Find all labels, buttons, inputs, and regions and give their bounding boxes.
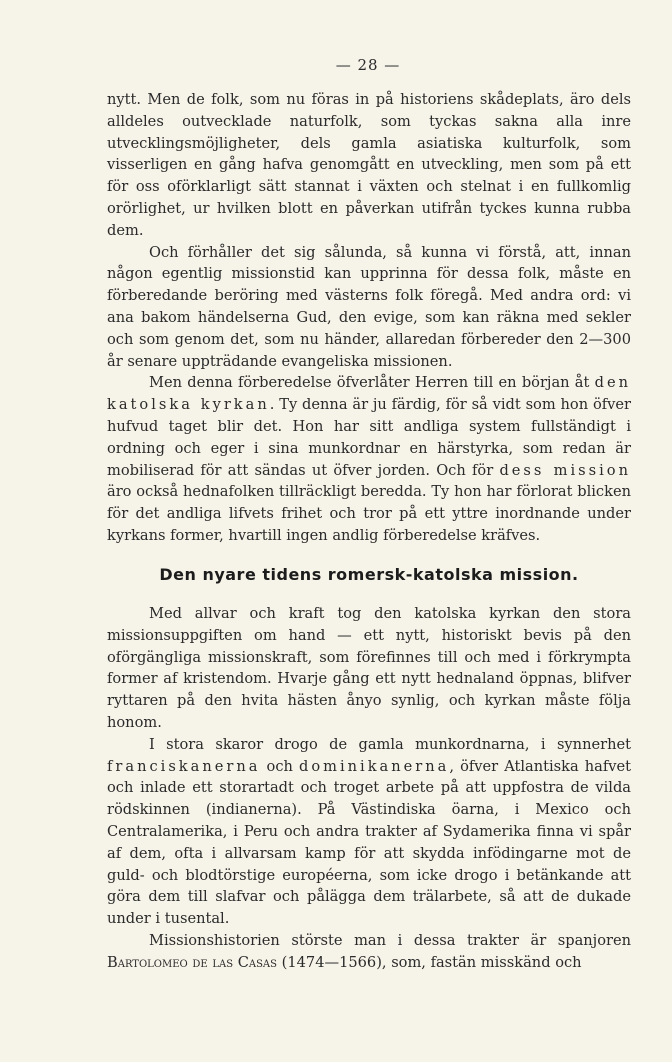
spaced-term-dess-mission: dess mission [499, 461, 631, 479]
small-caps-name: Bartolomeo de las Casas [107, 953, 278, 971]
spaced-term-dominikanerna: dominikanerna [299, 757, 450, 775]
paragraph-3-text-c: äro också hednafolken tillräckligt beredda. Ty hon har förlorat blicken för det andliga lifvets frihet och tror på ett yttre inordnande under kyrkans former, hvartill ingen andlig förberedelse kräfves. [107, 483, 631, 544]
paragraph-1: nytt. Men de folk, som nu föras in på historiens skådeplats, äro dels alldeles outvecklade naturfolk, som tyckas sakna alla inre utvecklingsmöjligheter, dels gamla asiatiska kulturfolk, som visserligen en gång hafva genomgått en utveckling, men som på ett för oss oförklarligt sätt stannat i växten och stelnat i en fullkomlig orörlighet, ur hvilken blott en påverkan utifrån tyckes kunna rubba dem. [107, 91, 631, 239]
paragraph-6-text-a: Missionshistorien störste man i dessa trakter är spanjoren [149, 931, 631, 949]
paragraph-5-text-c: , öfver Atlantiska hafvet och inlade ett storartadt och troget arbete på att uppfostra de vilda rödskinnen (indianerna). På Västindiska öarna, i Mexico och Centralamerika, i Peru och andra trakter af Sydamerika finna vi spår af dem, ofta i allvarsam kamp för att skydda infödingarne mot de guld- och blodtörstige européerna, som icke drogo i betänkande att göra dem till slafvar och pålägga dem trälarbete, så att de dukade under i tusental. [107, 757, 632, 928]
section-heading: Den nyare tidens romersk-katolska mission. [159, 565, 579, 584]
paragraph-3-text-b: . Ty denna är ju färdig, för så vidt som hon öfver hufvud taget blir det. Hon har sitt andliga system fullständigt i ordning och eger i sina munkordnar en härstyrka, som redan är mobiliserad för att sändas ut öfver jorden. Och för [107, 396, 631, 479]
paragraph-5 [107, 734, 631, 930]
paragraph-5-text-b: och [260, 757, 299, 775]
paragraph-5-text-a: I stora skaror drogo de gamla munkordnarna, i synnerhet [149, 735, 631, 753]
spaced-term-franciskanerna: franciskanerna [107, 757, 261, 775]
paragraph-3 [107, 372, 631, 546]
paragraph-6 [107, 930, 631, 974]
paragraph-2: Och förhåller det sig sålunda, så kunna vi förstå, att, innan någon egentlig missionstid kan upprinna för dessa folk, måste en förberedande beröring med västerns folk föregå. Med andra ord: vi ana bakom händelserna Gud, den evige, som kan räkna med sekler och som genom det, som nu händer, allaredan förbereder den 2—300 år senare uppträdande evangeliska missionen. [107, 243, 631, 370]
paragraph-6-text-b: (1474—1566), som, fastän misskänd och [277, 953, 582, 971]
paragraph-4: Med allvar och kraft tog den katolska kyrkan den stora missionsuppgiften om hand — ett nytt, historiskt bevis på den oförgängliga missionskraft, som förefinnes till och med i förkrympta former af kristendom. Hvarje gång ett nytt hednaland öppnas, blifver ryttaren på den hvita hästen ånyo synlig, och kyrkan måste följa honom. [107, 605, 631, 731]
text-column-top [107, 89, 631, 547]
page-number: — 28 — [335, 56, 401, 74]
text-column-bottom [107, 603, 631, 974]
spaced-term-katolska-kyrkan: den katolska kyrkan [107, 374, 631, 414]
paragraph-3-text-a: Men denna förberedelse öfverlåter Herren till en början åt [149, 374, 595, 392]
